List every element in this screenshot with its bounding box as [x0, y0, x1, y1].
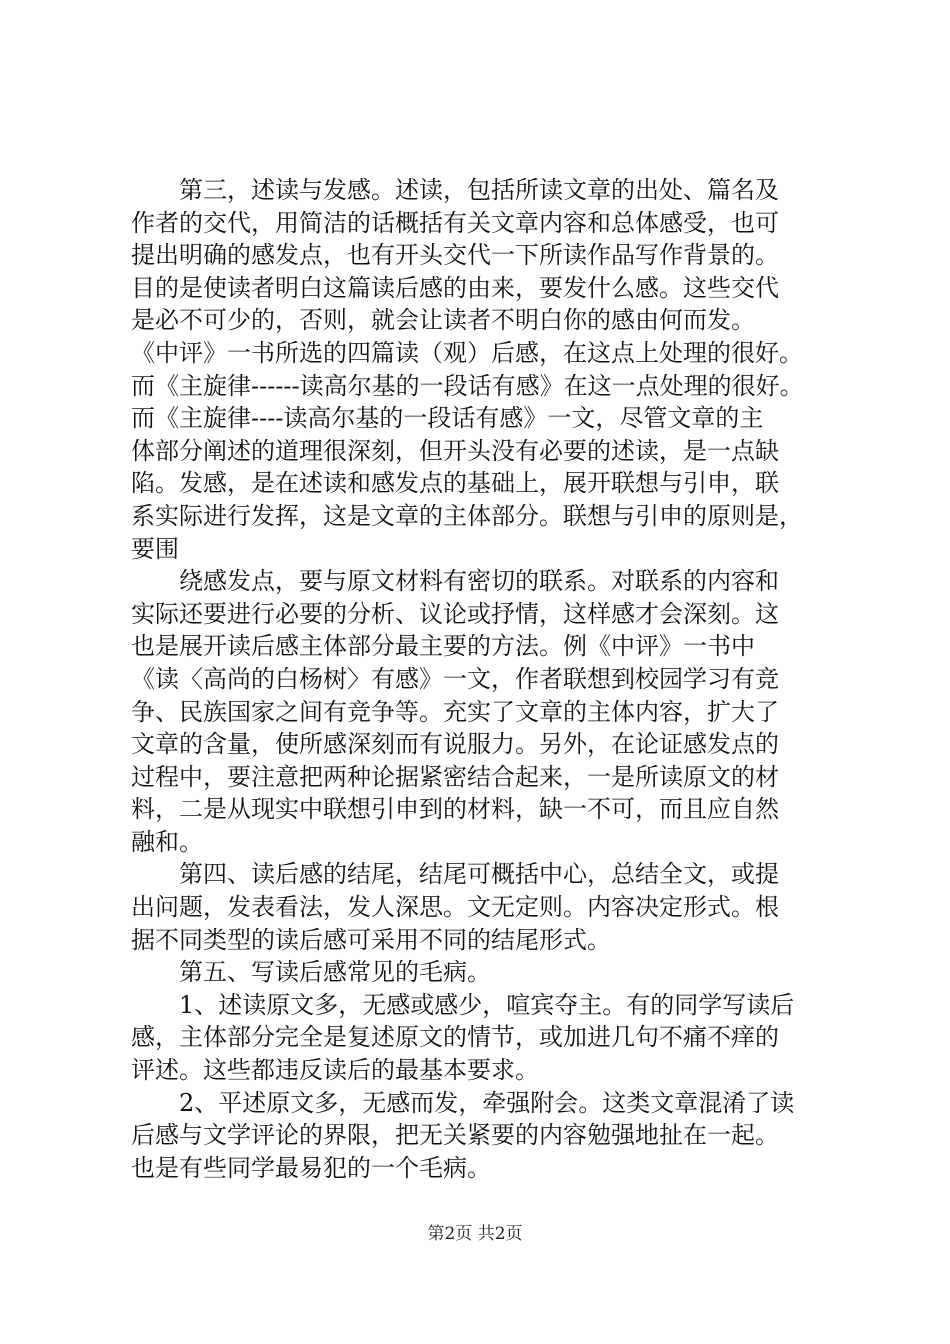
text-line: 是必不可少的，否则，就会让读者不明白你的感由何而发。 — [131, 306, 755, 335]
text-line: 1、述读原文多，无感或感少，喧宾夺主。有的同学写读后 — [131, 990, 795, 1019]
text-line: 也是展开读后感主体部分最主要的方法。例《中评》一书中 — [131, 632, 755, 661]
text-line: 体部分阐述的道理很深刻，但开头没有必要的述读，是一点缺 — [131, 436, 779, 465]
text-line: 实际还要进行必要的分析、议论或抒情，这样感才会深刻。这 — [131, 599, 779, 628]
text-line: 目的是使读者明白这篇读后感的由来，要发什么感。这些交代 — [131, 273, 779, 302]
text-line: 出问题，发表看法，发人深思。文无定则。内容决定形式。根 — [131, 893, 779, 922]
text-line: 第四、读后感的结尾，结尾可概括中心，总结全文，或提 — [131, 860, 779, 889]
text-line: 文章的含量，使所感深刻而有说服力。另外，在论证感发点的 — [131, 730, 779, 759]
text-line: 评述。这些都违反读后的最基本要求。 — [131, 1056, 539, 1085]
text-line: 据不同类型的读后感可采用不同的结尾形式。 — [131, 925, 611, 954]
text-line: 融和。 — [131, 827, 203, 856]
text-line: 感，主体部分完全是复述原文的情节，或加进几句不痛不痒的 — [131, 1023, 779, 1052]
text-line: 作者的交代，用简洁的话概括有关文章内容和总体感受，也可 — [131, 208, 779, 237]
text-line: 料，二是从现实中联想引申到的材料，缺一不可，而且应自然 — [131, 795, 779, 824]
text-line: 要围 — [131, 534, 179, 563]
page-number-footer: 第2页 共2页 — [427, 1224, 523, 1244]
text-line: 而《主旋律----读高尔基的一段话有感》一文，尽管文章的主 — [131, 404, 764, 433]
text-line: 第五、写读后感常见的毛病。 — [131, 958, 491, 987]
text-line: 绕感发点，要与原文材料有密切的联系。对联系的内容和 — [131, 567, 779, 596]
text-line: 争、民族国家之间有竞争等。充实了文章的主体内容，扩大了 — [131, 697, 779, 726]
text-line: 后感与文学评论的界限，把无关紧要的内容勉强地扯在一起。 — [131, 1121, 779, 1150]
text-line: 陷。发感，是在述读和感发点的基础上，展开联想与引申，联 — [131, 469, 779, 498]
text-line: 也是有些同学最易犯的一个毛病。 — [131, 1153, 491, 1182]
text-line: 第三，述读与发感。述读，包括所读文章的出处、篇名及 — [131, 176, 779, 204]
text-line: 2、平述原文多，无感而发，牵强附会。这类文章混淆了读 — [131, 1088, 795, 1117]
text-line: 过程中，要注意把两种论据紧密结合起来，一是所读原文的材 — [131, 762, 779, 791]
text-line: 《读〈高尚的白杨树〉有感》一文，作者联想到校园学习有竞 — [131, 664, 779, 693]
text-line: 而《主旋律------读高尔基的一段话有感》在这一点处理的很好。 — [131, 371, 804, 400]
text-line: 系实际进行发挥，这是文章的主体部分。联想与引申的原则是， — [131, 501, 803, 530]
text-line: 提出明确的感发点，也有开头交代一下所读作品写作背景的。 — [131, 241, 779, 270]
document-body — [131, 174, 831, 1184]
text-line: 《中评》一书所选的四篇读（观）后感，在这点上处理的很好。 — [131, 338, 803, 367]
